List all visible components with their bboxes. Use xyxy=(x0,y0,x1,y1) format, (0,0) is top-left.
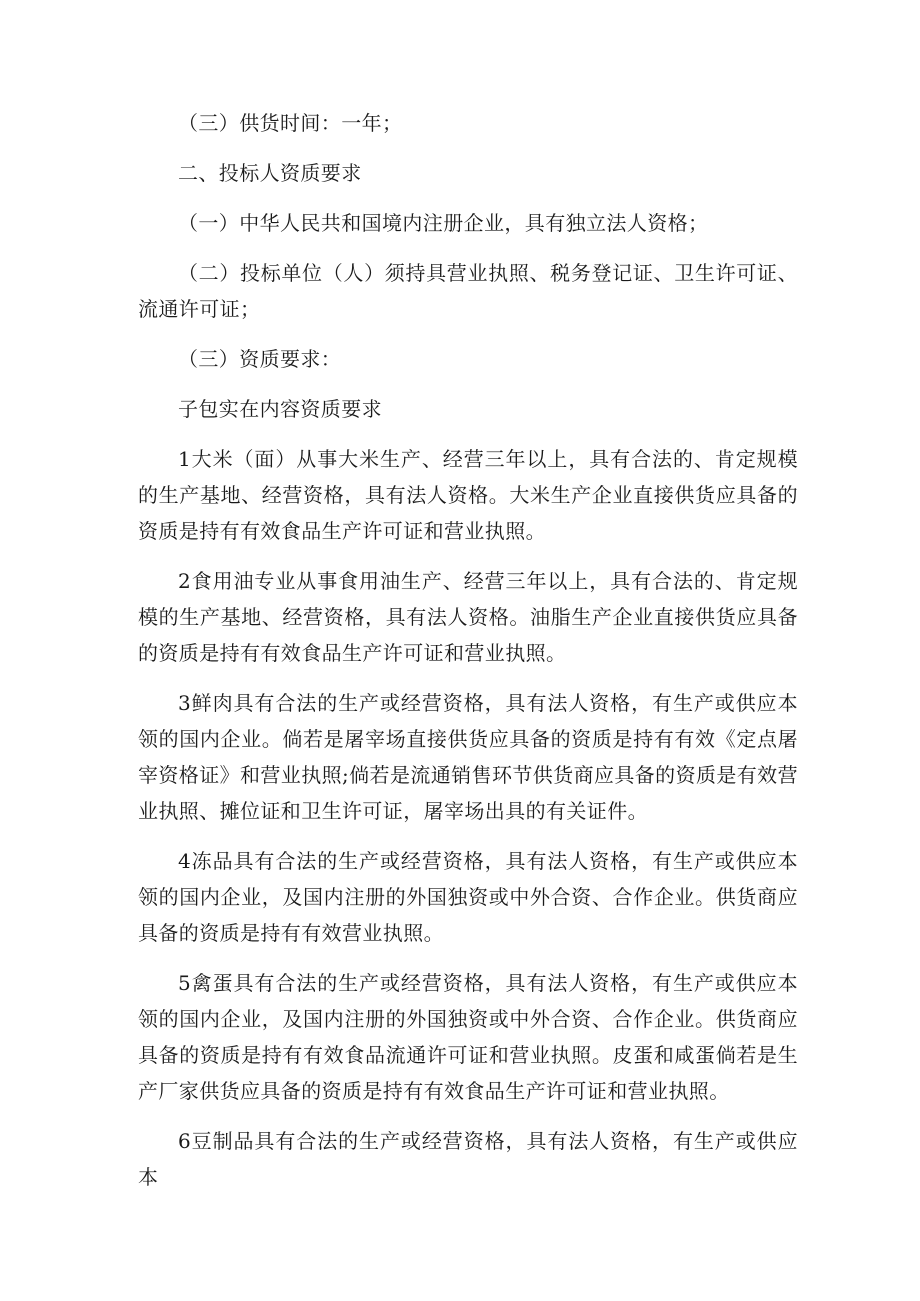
paragraph-edible-oil: 2食用油专业从事食用油生产、经营三年以上，具有合法的、肯定规模的生产基地、经营资格，具有法人资格。油脂生产企业直接供货应具备的资质是持有有效食品生产许可证和营业执照。 xyxy=(138,569,798,665)
paragraph-fresh-meat: 3鲜肉具有合法的生产或经营资格，具有法人资格，有生产或供应本领的国内企业。倘若是屠宰场直接供货应具备的资质是持有有效《定点屠宰资格证》和营业执照;倘若是流通销售环节供货商应具备的资质是有效营业执照、摊位证和卫生许可证，屠宰场出具的有关证件。 xyxy=(138,691,798,823)
paragraph-rice: 1大米（面）从事大米生产、经营三年以上，具有合法的、肯定规模的生产基地、经营资格，具有法人资格。大米生产企业直接供货应具备的资质是持有有效食品生产许可证和营业执照。 xyxy=(138,447,798,543)
paragraph-frozen-goods: 4冻品具有合法的生产或经营资格，具有法人资格，有生产或供应本领的国内企业，及国内注册的外国独资或中外合资、合作企业。供货商应具备的资质是持有有效营业执照。 xyxy=(138,849,798,945)
heading-bidder-qualification: 二、投标人资质要求 xyxy=(178,161,362,185)
paragraph-required-licenses: （二）投标单位（人）须持具营业执照、税务登记证、卫生许可证、流通许可证； xyxy=(138,261,798,321)
document-page xyxy=(138,105,798,1209)
paragraph-supply-time: （三）供货时间：一年； xyxy=(178,111,403,135)
paragraph-subpackage-title: 子包实在内容资质要求 xyxy=(178,397,382,421)
paragraph-registered-enterprise: （一）中华人民共和国境内注册企业，具有独立法人资格； xyxy=(178,211,709,235)
paragraph-poultry-eggs: 5禽蛋具有合法的生产或经营资格，具有法人资格，有生产或供应本领的国内企业，及国内注册的外国独资或中外合资、合作企业。供货商应具备的资质是持有有效食品流通许可证和营业执照。皮蛋和咸蛋倘若是生产厂家供货应具备的资质是持有有效食品生产许可证和营业执照。 xyxy=(138,971,798,1103)
paragraph-bean-products: 6豆制品具有合法的生产或经营资格，具有法人资格，有生产或供应本 xyxy=(138,1129,798,1189)
paragraph-qualification-requirements: （三）资质要求： xyxy=(178,347,342,371)
